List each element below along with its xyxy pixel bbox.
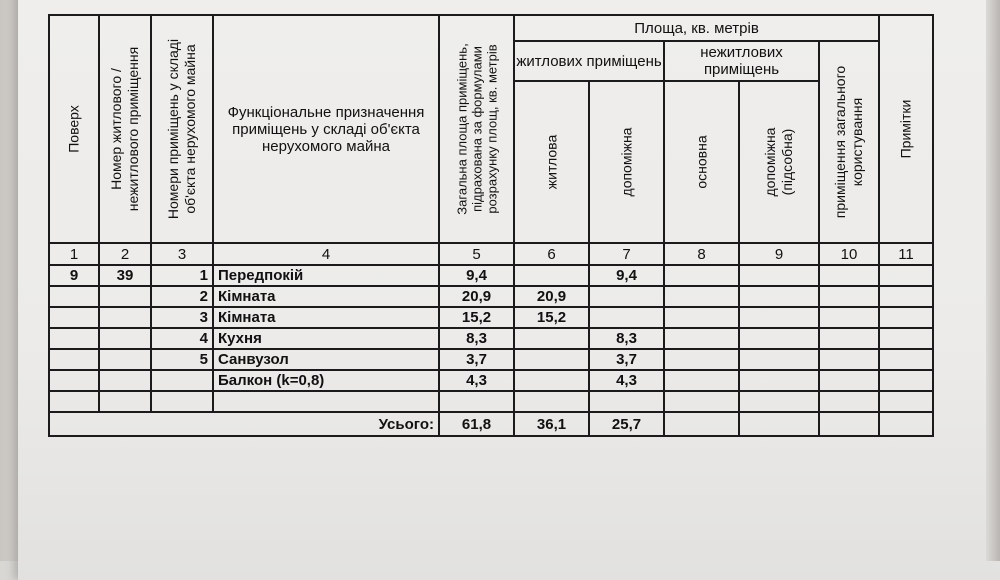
cell-floor [49, 349, 99, 370]
cell-floor [49, 328, 99, 349]
cell-empty [819, 265, 879, 286]
cell-empty [664, 349, 739, 370]
cell-unit [99, 328, 151, 349]
cell-function: Кухня [213, 328, 439, 349]
table-row [49, 328, 933, 349]
col-num: 5 [439, 243, 514, 265]
cell-empty [879, 307, 933, 328]
cell-unit [99, 349, 151, 370]
cell-empty [664, 307, 739, 328]
header-main: основна [664, 81, 739, 243]
cell-empty [739, 412, 819, 436]
cell-aux [589, 307, 664, 328]
cell-total: 3,7 [439, 349, 514, 370]
cell-empty [739, 370, 819, 391]
cell-empty [664, 286, 739, 307]
area-table [48, 14, 934, 437]
col-num: 6 [514, 243, 589, 265]
cell-floor [49, 391, 99, 412]
col-num: 8 [664, 243, 739, 265]
cell-function: Кімната [213, 307, 439, 328]
cell-room: 3 [151, 307, 213, 328]
cell-total: 9,4 [439, 265, 514, 286]
table-row [49, 370, 933, 391]
cell-unit [99, 286, 151, 307]
cell-aux [589, 286, 664, 307]
cell-empty [819, 307, 879, 328]
header-area-group: Площа, кв. метрів [514, 15, 879, 41]
cell-empty [819, 370, 879, 391]
totals-aux: 25,7 [589, 412, 664, 436]
col-num: 11 [879, 243, 933, 265]
cell-room: 2 [151, 286, 213, 307]
cell-floor [49, 307, 99, 328]
cell-floor [49, 286, 99, 307]
cell-empty [819, 328, 879, 349]
cell-total: 8,3 [439, 328, 514, 349]
cell-room [151, 391, 213, 412]
cell-empty [819, 412, 879, 436]
table-row [49, 307, 933, 328]
cell-room: 5 [151, 349, 213, 370]
cell-function [213, 391, 439, 412]
header-living: житлова [514, 81, 589, 243]
page-edge [986, 0, 1000, 561]
table-row [49, 391, 933, 412]
cell-empty [879, 286, 933, 307]
cell-empty [664, 391, 739, 412]
cell-floor [49, 370, 99, 391]
cell-empty [664, 265, 739, 286]
cell-function: Передпокій [213, 265, 439, 286]
cell-unit [99, 391, 151, 412]
cell-living [514, 349, 589, 370]
cell-living [514, 370, 589, 391]
table-row [49, 286, 933, 307]
cell-empty [879, 349, 933, 370]
header-residential: житлових приміщень [514, 41, 664, 81]
cell-empty [879, 265, 933, 286]
cell-empty [819, 349, 879, 370]
cell-aux: 8,3 [589, 328, 664, 349]
cell-room: 1 [151, 265, 213, 286]
cell-empty [664, 412, 739, 436]
cell-living: 15,2 [514, 307, 589, 328]
cell-function: Санвузол [213, 349, 439, 370]
header-aux-utility: допоміжна (підсобна) [739, 81, 819, 243]
cell-empty [879, 370, 933, 391]
cell-total: 20,9 [439, 286, 514, 307]
cell-total: 15,2 [439, 307, 514, 328]
col-num: 4 [213, 243, 439, 265]
cell-total [439, 391, 514, 412]
cell-living [514, 265, 589, 286]
col-num: 1 [49, 243, 99, 265]
header-total-area: Загальна площа приміщень, підрахована за формулами розрахунку площ, кв. метрів [439, 15, 514, 243]
cell-aux [589, 391, 664, 412]
cell-empty [739, 265, 819, 286]
cell-empty [664, 370, 739, 391]
header-unit-number: Номер житлового / нежитлового приміщення [99, 15, 151, 243]
col-num: 2 [99, 243, 151, 265]
cell-floor: 9 [49, 265, 99, 286]
header-notes: Примітки [879, 15, 933, 243]
cell-function: Кімната [213, 286, 439, 307]
cell-living [514, 391, 589, 412]
header-nonresidential: нежитлових приміщень [664, 41, 819, 81]
cell-empty [739, 307, 819, 328]
cell-empty [819, 391, 879, 412]
cell-aux: 9,4 [589, 265, 664, 286]
table-row [49, 349, 933, 370]
cell-empty [664, 328, 739, 349]
totals-living: 36,1 [514, 412, 589, 436]
header-floor: Поверх [49, 15, 99, 243]
cell-unit [99, 307, 151, 328]
cell-empty [739, 391, 819, 412]
col-num: 3 [151, 243, 213, 265]
totals-row [49, 412, 933, 436]
cell-aux: 4,3 [589, 370, 664, 391]
cell-empty [739, 328, 819, 349]
column-number-row [49, 243, 933, 265]
totals-label: Усього: [49, 412, 439, 436]
header-function: Функціональне призначення приміщень у складі об'єкта нерухомого майна [213, 15, 439, 243]
cell-total: 4,3 [439, 370, 514, 391]
cell-aux: 3,7 [589, 349, 664, 370]
cell-empty [879, 328, 933, 349]
cell-living: 20,9 [514, 286, 589, 307]
col-num: 10 [819, 243, 879, 265]
cell-unit [99, 370, 151, 391]
cell-function: Балкон (k=0,8) [213, 370, 439, 391]
header-aux: допоміжна [589, 81, 664, 243]
cell-empty [819, 286, 879, 307]
cell-living [514, 328, 589, 349]
cell-empty [879, 391, 933, 412]
totals-total: 61,8 [439, 412, 514, 436]
header-room-numbers: Номери приміщень у складі об'єкта нерухомого майна [151, 15, 213, 243]
header-common-use: приміщення загального користування [819, 41, 879, 243]
table-row [49, 265, 933, 286]
cell-room [151, 370, 213, 391]
col-num: 9 [739, 243, 819, 265]
col-num: 7 [589, 243, 664, 265]
cell-empty [739, 286, 819, 307]
cell-unit: 39 [99, 265, 151, 286]
cell-room: 4 [151, 328, 213, 349]
cell-empty [879, 412, 933, 436]
cell-empty [739, 349, 819, 370]
